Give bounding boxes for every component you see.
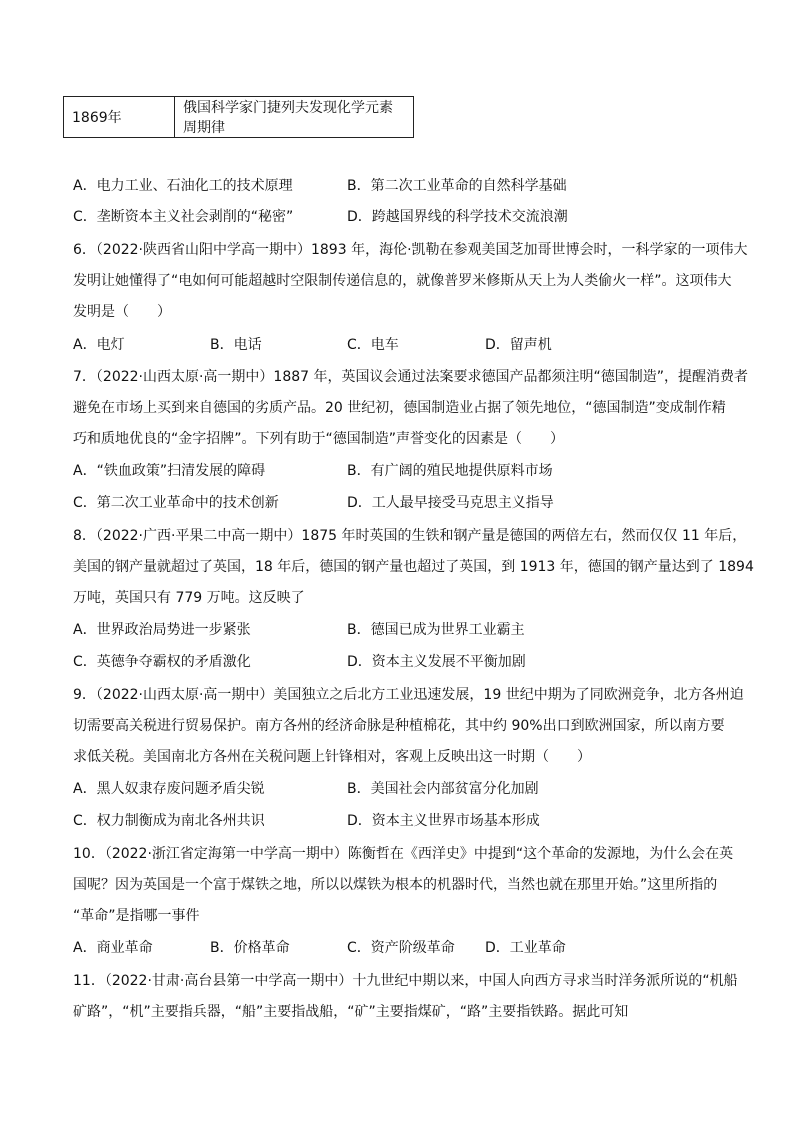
q7-stem-line-1: 7．（2022·山西太原·高一期中）1887 年，英国议会通过法案要求德国产品都须注明“德国制造”，提醒消费者 [73,369,749,385]
q9-stem-line-2: 切需要高关税进行贸易保护。南方各州的经济命脉是种植棉花，其中约 90%出口到欧洲国家，所以南方要 [73,718,725,734]
q5-option-c: C．垄断资本主义社会剥削的“秘密” [73,209,294,225]
table-cell-event: 俄国科学家门捷列夫发现化学元素周期律 [175,97,414,138]
q8-stem-line-3: 万吨，英国只有 779 万吨。这反映了 [73,590,305,606]
q9-option-a: A．黑人奴隶存废问题矛盾尖锐 [73,781,265,797]
q6-stem-line-2: 发明让她懂得了“电如何可能超越时空限制传递信息的，就像普罗米修斯从天上为人类偷火一样”。这项伟大 [73,273,732,289]
table-row [64,97,414,138]
q7-stem-line-2: 避免在市场上买到来自德国的劣质产品。20 世纪初，德国制造业占据了领先地位，“德国制造”变成制作精 [73,400,726,416]
q7-option-d: D．工人最早接受马克思主义指导 [347,495,554,511]
q10-stem-line-3: “革命”是指哪一事件 [73,908,200,924]
q10-stem-line-1: 10．（2022·浙江省定海第一中学高一期中）陈衡哲在《西洋史》中提到“这个革命的发源地，为什么会在英 [73,846,734,862]
q9-option-c: C．权力制衡成为南北各州共识 [73,813,265,829]
q9-option-d: D．资本主义世界市场基本形成 [347,813,540,829]
q8-option-c: C．英德争夺霸权的矛盾激化 [73,654,251,670]
q7-option-c: C．第二次工业革命中的技术创新 [73,495,279,511]
q5-option-b: B．第二次工业革命的自然科学基础 [347,178,567,194]
q10-option-d: D．工业革命 [485,940,566,956]
q6-option-d: D．留声机 [485,337,552,353]
q8-stem-line-2: 美国的钢产量就超过了英国，18 年后，德国的钢产量也超过了英国，到 1913 年，德国的钢产量达到了 1894 [73,559,754,575]
table-cell-year: 1869年 [64,97,175,138]
q10-option-a: A．商业革命 [73,940,153,956]
q6-stem-line-1: 6．（2022·陕西省山阳中学高一期中）1893 年，海伦·凯勒在参观美国芝加哥世博会时，一科学家的一项伟大 [73,242,748,258]
q6-option-a: A．电灯 [73,337,125,353]
q7-stem-line-3: 巧和质地优良的“金字招牌”。下列有助于“德国制造”声誉变化的因素是（ ） [73,431,565,447]
q6-option-c: C．电车 [347,337,399,353]
q10-stem-line-2: 国呢？因为英国是一个富于煤铁之地，所以以煤铁为根本的机器时代，当然也就在那里开始。”这里所指的 [73,877,718,893]
q9-stem-line-3: 求低关税。美国南北方各州在关税问题上针锋相对，客观上反映出这一时期（ ） [73,749,591,765]
q11-stem-line-2: 矿路”，“机”主要指兵器，“船”主要指战船，“矿”主要指煤矿，“路”主要指铁路。据此可知 [73,1004,629,1020]
q9-option-b: B．美国社会内部贫富分化加剧 [347,781,539,797]
timeline-table [63,96,414,138]
q6-option-b: B．电话 [210,337,262,353]
q7-option-b: B．有广阔的殖民地提供原料市场 [347,463,553,479]
q8-option-a: A．世界政治局势进一步紧张 [73,622,251,638]
q11-stem-line-1: 11．（2022·甘肃·高台县第一中学高一期中）十九世纪中期以来，中国人向西方寻求当时洋务派所说的“机船 [73,973,738,989]
q5-option-d: D．跨越国界线的科学技术交流浪潮 [347,209,568,225]
q6-stem-line-3: 发明是（ ） [73,304,171,320]
q8-option-d: D．资本主义发展不平衡加剧 [347,654,526,670]
q10-option-b: B．价格革命 [210,940,290,956]
q8-option-b: B．德国已成为世界工业霸主 [347,622,525,638]
q8-stem-line-1: 8．（2022·广西·平果二中高一期中）1875 年时英国的生铁和钢产量是德国的两倍左右，然而仅仅 11 年后， [73,528,747,544]
q10-option-c: C．资产阶级革命 [347,940,455,956]
q7-option-a: A．“铁血政策”扫清发展的障碍 [73,463,266,479]
q5-option-a: A．电力工业、石油化工的技术原理 [73,178,293,194]
q9-stem-line-1: 9．（2022·山西太原·高一期中）美国独立之后北方工业迅速发展，19 世纪中期为了同欧洲竞争，北方各州迫 [73,687,744,703]
